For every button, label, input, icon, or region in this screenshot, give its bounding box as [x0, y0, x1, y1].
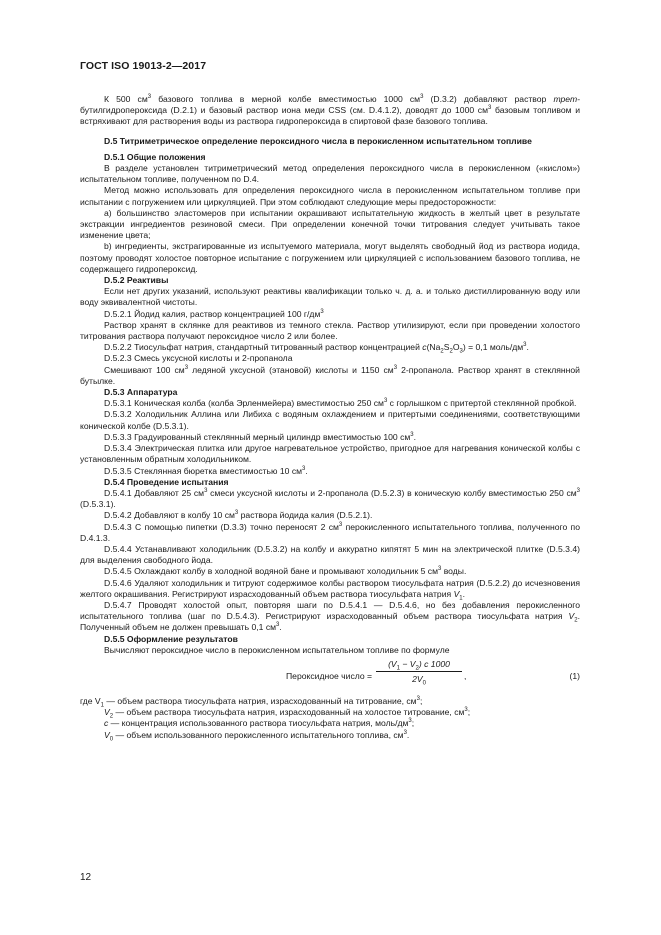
d52-paragraph: Если нет других указаний, используют реактивы квалификации только ч. д. а. и только дистиллированную воду или воду эквивалентной чистоты.: [80, 286, 580, 308]
section-d53-title: D.5.3 Аппаратура: [104, 387, 178, 398]
def-v1: где $V_1$ — объем раствора тиосульфата натрия, израсходованный на титрование, $см^3$;: [80, 695, 423, 709]
d531-item: D.5.3.1 Коническая колба (колба Эрленмейера) вместимостью 250 $см^3$ с горлышком с притертой стеклянной пробкой.: [104, 398, 577, 409]
d535-item: D.5.3.5 Стеклянная бюретка вместимостью 10 $см^3$.: [104, 465, 308, 476]
d544-item: D.5.4.4 Устанавливают холодильник (D.5.3.2) на колбу и аккуратно кипятят 5 мин на электрической плитке (D.5.3.4) для выделения свободного йода.: [80, 543, 580, 566]
section-d52-title: D.5.2 Реактивы: [104, 275, 169, 286]
d521-paragraph: Раствор хранят в склянке для реактивов из темного стекла. Раствор утилизируют, если при проведении холостого титрования раствора получают пероксидное число 2 или более.: [80, 319, 580, 342]
peroxide-formula: [80, 659, 580, 693]
d51-item-a: а) большинство эластомеров при испытании окрашивают испытательную жидкость в желтый цвет в результате экстракции ингредиентов резиновой смеси. При определении конечной точки титрования следует учитывать такое изменение цвета;: [80, 207, 580, 241]
d532-item: D.5.3.2 Холодильник Аллина или Либиха с водяным охлаждением и притертыми соединениями, соответствующими конической колбе (D.5.3.1).: [80, 409, 580, 431]
def-v2: $V_2$ — объем раствора тиосульфата натрия, израсходованный на холостое титрование, $см^3$;: [104, 707, 471, 720]
page-content: [80, 94, 580, 741]
d521-item: D.5.2.1 Йодид калия, раствор концентрацией 100 $г/дм^3$: [104, 308, 324, 319]
section-d5-title: D.5 Титриметрическое определение пероксидного числа в перокисленном испытательном топливе: [104, 135, 532, 146]
formula-fraction: [376, 659, 462, 685]
d523-item: D.5.2.3 Смесь уксусной кислоты и 2-пропанола: [104, 353, 293, 364]
def-v0: $V_0$ — объем использованного перокисленного испытательного топлива, $см^3$.: [104, 729, 410, 743]
d543-item: D.5.4.3 С помощью пипетки (D.3.3) точно переносят 2 $см^3$ перокисленного испытательного топлива, полученного по D.4.1.3.: [80, 521, 580, 543]
d523-paragraph: Смешивают 100 $см^3$ ледяной уксусной (этановой) кислоты и 1150 $см^3$ 2-пропанола. Раствор хранят в стеклянной бутылке.: [80, 364, 580, 386]
d545-item: D.5.4.5 Охлаждают колбу в холодной водяной бане и промывают холодильник 5 $см^3$ воды.: [104, 566, 467, 577]
intro-paragraph: К 500 $см^3$ базового топлива в мерной колбе вместимостью 1000 $см^3$ (D.3.2) добавляют раствор трет-бутилгидропероксида (D.2.1) и базовый раствор иона меди CSS (см. D.4.1.2), доводят до 1000 $см^3$ базовым топливом и встряхивают для растворения воды из раствора гидропероксида в спиртовой фазе базового топлива.: [80, 94, 580, 127]
d534-item: D.5.3.4 Электрическая плитка или другое нагревательное устройство, пригодное для нагревания конической колбы с установленным обратным холодильником.: [80, 443, 580, 465]
section-d51-title: D.5.1 Общие положения: [104, 151, 206, 162]
d546-item: D.5.4.6 Удаляют холодильник и титруют содержимое колбы раствором тиосульфата натрия (D.5.2.2) до исчезновения желтого окрашивания. Регистрируют израсходованный объем раствора тиосульфата натрия $V_1$.: [80, 577, 580, 602]
section-d55-title: D.5.5 Оформление результатов: [104, 633, 238, 644]
d55-paragraph: Вычисляют пероксидное число в перокисленном испытательном топливе по формуле: [104, 644, 450, 655]
formula-definitions: [80, 696, 580, 741]
d542-item: D.5.4.2 Добавляют в колбу 10 $см^3$ раствора йодида калия (D.5.2.1).: [104, 510, 373, 521]
d51-paragraph-1: В разделе установлен титриметрический метод определения пероксидного числа в перокисленном («кислом») испытательном топливе, полученном по D.4.: [80, 163, 580, 185]
formula-comma: ,: [464, 670, 467, 681]
d51-paragraph-2: Метод можно использовать для определения пероксидного числа в перокисленном испытательном топливе при испытании с погружением или циркуляцией. При этом соблюдают следующие меры предосторожности:: [80, 185, 580, 207]
d541-item: D.5.4.1 Добавляют 25 $см^3$ смеси уксусной кислоты и 2-пропанола (D.5.2.3) в коническую колбу вместимостью 250 $см^3$ (D.5.3.1).: [80, 487, 580, 510]
page-number: 12: [80, 872, 92, 883]
def-c: c — концентрация использованного раствора тиосульфата натрия, моль/$дм^3$;: [104, 718, 415, 729]
document-header: ГОСТ ISO 19013-2—2017: [80, 60, 207, 72]
d51-item-b: b) ингредиенты, экстрагированные из испытуемого материала, могут выделять свободный йод из раствора иодида, поэтому проводят холостое повторное испытание с погружением или циркуляцией с использованием базового топлива, не содержащего гидропероксид.: [80, 241, 580, 274]
d522-item: D.5.2.2 Тиосульфат натрия, стандартный титрованный раствор концентрацией $c(Na_2S_2O_3) = 0,1$ моль/$дм^3$.: [104, 342, 529, 355]
formula-denominator: $2V_0$: [412, 674, 426, 687]
formula-number: (1): [569, 670, 580, 681]
d533-item: D.5.3.3 Градуированный стеклянный мерный цилиндр вместимостью 100 $см^3$.: [104, 431, 417, 442]
section-d54-title: D.5.4 Проведение испытания: [104, 476, 229, 487]
formula-numerator: $(V_1 - V_2)$ c 1000: [376, 659, 462, 672]
formula-lhs: Пероксидное число =: [286, 670, 373, 681]
d547-item: D.5.4.7 Проводят холостой опыт, повторяя шаги по D.5.4.1 — D.5.4.6, но без добавления перокисленного испытательного топлива (шаг по D.5.4.3). Регистрируют израсходованный объем раствора тиосульфата натрия $V_2$. Полученный объем не должен превышать 0,1 $см^3$.: [80, 599, 580, 633]
